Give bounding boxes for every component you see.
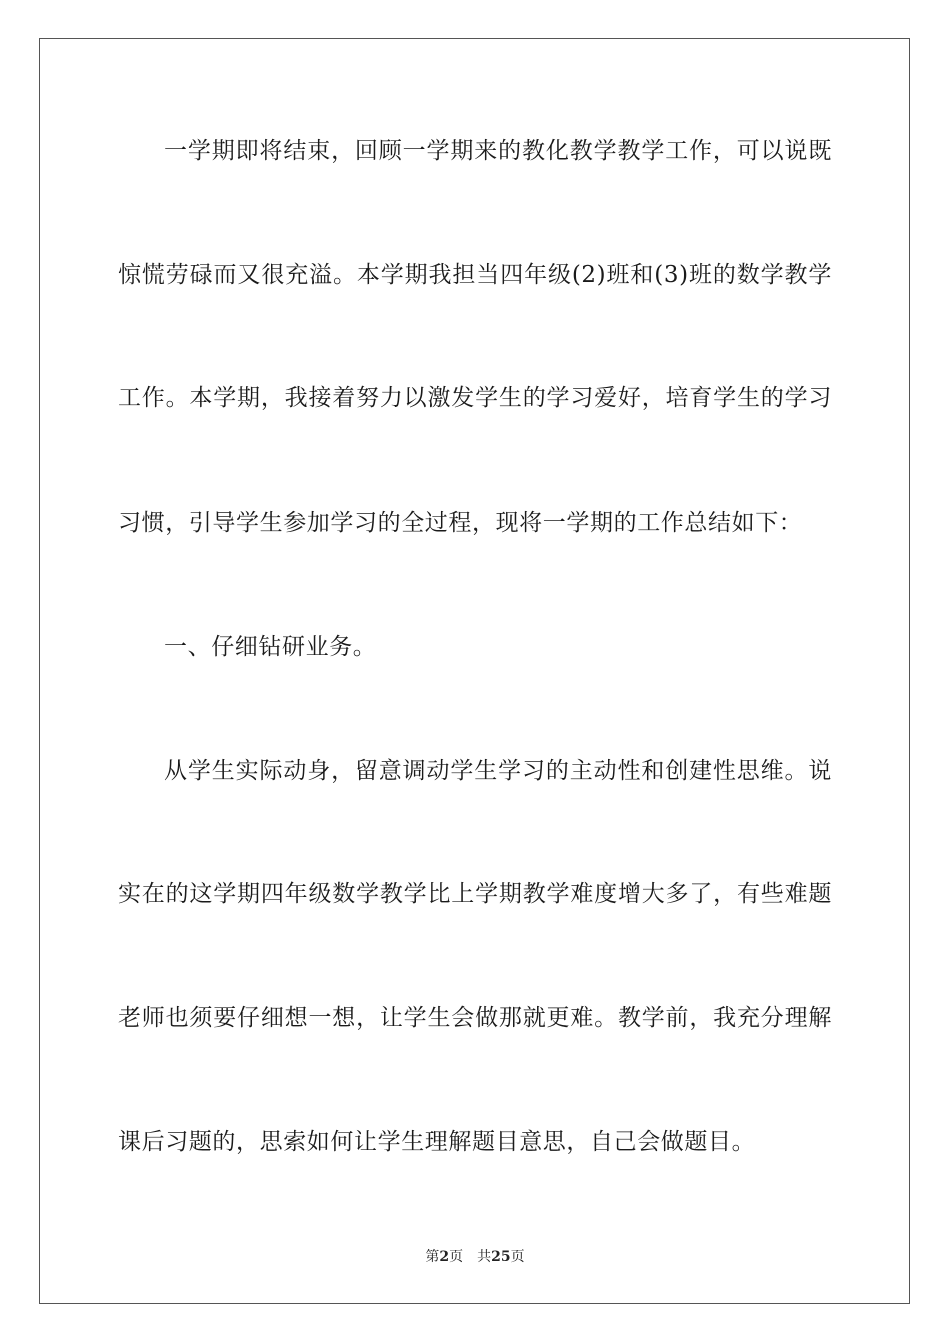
paragraph-1-line-3: 工作。本学期，我接着努力以激发学生的学习爱好，培育学生的学习 (118, 385, 832, 411)
page-suffix: 页 (449, 1249, 464, 1265)
page-total: 25 (491, 1249, 511, 1265)
total-suffix: 页 (510, 1249, 525, 1265)
total-prefix: 共 (477, 1249, 492, 1265)
page-footer (0, 1248, 950, 1266)
page-border (39, 38, 910, 1304)
section-heading-1: 一、仔细钻研业务。 (164, 634, 377, 660)
page-current: 2 (439, 1249, 450, 1265)
paragraph-2-line-3: 老师也须要仔细想一想，让学生会做那就更难。教学前，我充分理解 (118, 1005, 832, 1031)
paragraph-1-line-1: 一学期即将结束，回顾一学期来的教化教学教学工作，可以说既 (164, 138, 832, 164)
page-prefix: 第 (425, 1249, 440, 1265)
paragraph-2-line-4: 课后习题的，思索如何让学生理解题目意思，自己会做题目。 (118, 1129, 756, 1155)
paragraph-1-line-2: 惊慌劳碌而又很充溢。本学期我担当四年级(2)班和(3)班的数学教学 (118, 262, 832, 288)
paragraph-2-line-2: 实在的这学期四年级数学教学比上学期教学难度增大多了，有些难题 (118, 881, 832, 907)
paragraph-1-line-4: 习惯，引导学生参加学习的全过程，现将一学期的工作总结如下： (118, 510, 803, 536)
paragraph-2-line-1: 从学生实际动身，留意调动学生学习的主动性和创建性思维。说 (164, 758, 832, 784)
